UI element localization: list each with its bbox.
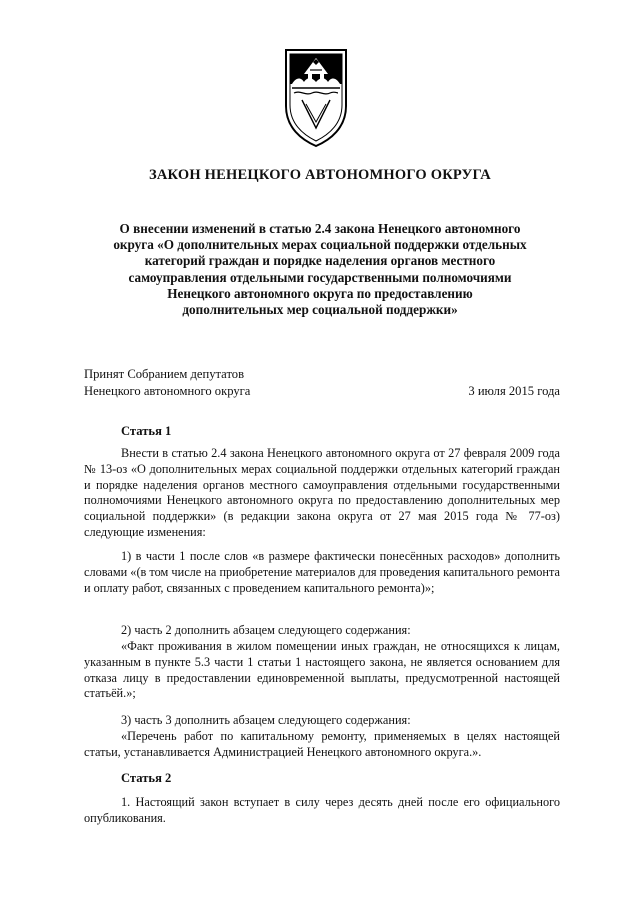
- adoption-date: 3 июля 2015 года: [468, 383, 560, 398]
- article-1-item-2-text: «Факт проживания в жилом помещении иных граждан, не относящихся к лицам, указанным в пункте 5.3 части 1 статьи 1 настоящего закона, не является основанием для отказа лицу в предоставлении единовременной выплаты, предусмотренной настоящей статьёй.»;: [84, 639, 560, 701]
- article-1-item-3-text: «Перечень работ по капитальному ремонту, применяемых в целях настоящей статьи, устанавливается Администрацией Ненецкого автономного округа.».: [84, 729, 560, 759]
- subject-line: Ненецкого автономного округа по предоставлению: [167, 285, 473, 301]
- subject-line: самоуправления отдельными государственными полномочиями: [128, 269, 512, 285]
- law-subject: [75, 221, 565, 318]
- article-2-heading: Статья 2: [121, 771, 172, 785]
- adopted-by-line1: Принят Собранием депутатов: [84, 367, 245, 381]
- adoption-block: [84, 366, 560, 399]
- article-1-item-3-head: 3) часть 3 дополнить абзацем следующего содержания:: [121, 713, 411, 727]
- coat-of-arms-icon: [280, 44, 352, 150]
- article-1-item-1: 1) в части 1 после слов «в размере фактически понесённых расходов» дополнить словами «(в том числе на приобретение материалов для проведения капитального ремонта и оплату работ, связанных с проведением капитального ремонта)»;: [84, 549, 560, 595]
- subject-line: дополнительных мер социальной поддержки»: [182, 302, 458, 318]
- law-title: ЗАКОН НЕНЕЦКОГО АВТОНОМНОГО ОКРУГА: [149, 167, 491, 183]
- subject-line: округа «О дополнительных мерах социальной поддержки отдельных: [113, 237, 527, 253]
- article-1-item-2-head: 2) часть 2 дополнить абзацем следующего содержания:: [121, 623, 411, 637]
- article-1-heading: Статья 1: [121, 424, 172, 438]
- article-1-intro: Внести в статью 2.4 закона Ненецкого автономного округа от 27 февраля 2009 года № 13-оз «О дополнительных мерах социальной поддержки отдельных категорий граждан и порядке наделения органов местного самоуправления отдельными государственными полномочиями Ненецкого автономного округа по предоставлению дополнительных мер социальной поддержки» (в редакции закона округа от 27 мая 2015 года № 77-оз) следующие изменения:: [84, 446, 560, 539]
- subject-line: категорий граждан и порядке наделения органов местного: [144, 253, 496, 269]
- article-2-item-1: 1. Настоящий закон вступает в силу через десять дней после его официального опубликования.: [84, 795, 560, 825]
- subject-line: О внесении изменений в статью 2.4 закона Ненецкого автономного: [119, 221, 521, 236]
- adopted-by-line2: Ненецкого автономного округа: [84, 383, 251, 398]
